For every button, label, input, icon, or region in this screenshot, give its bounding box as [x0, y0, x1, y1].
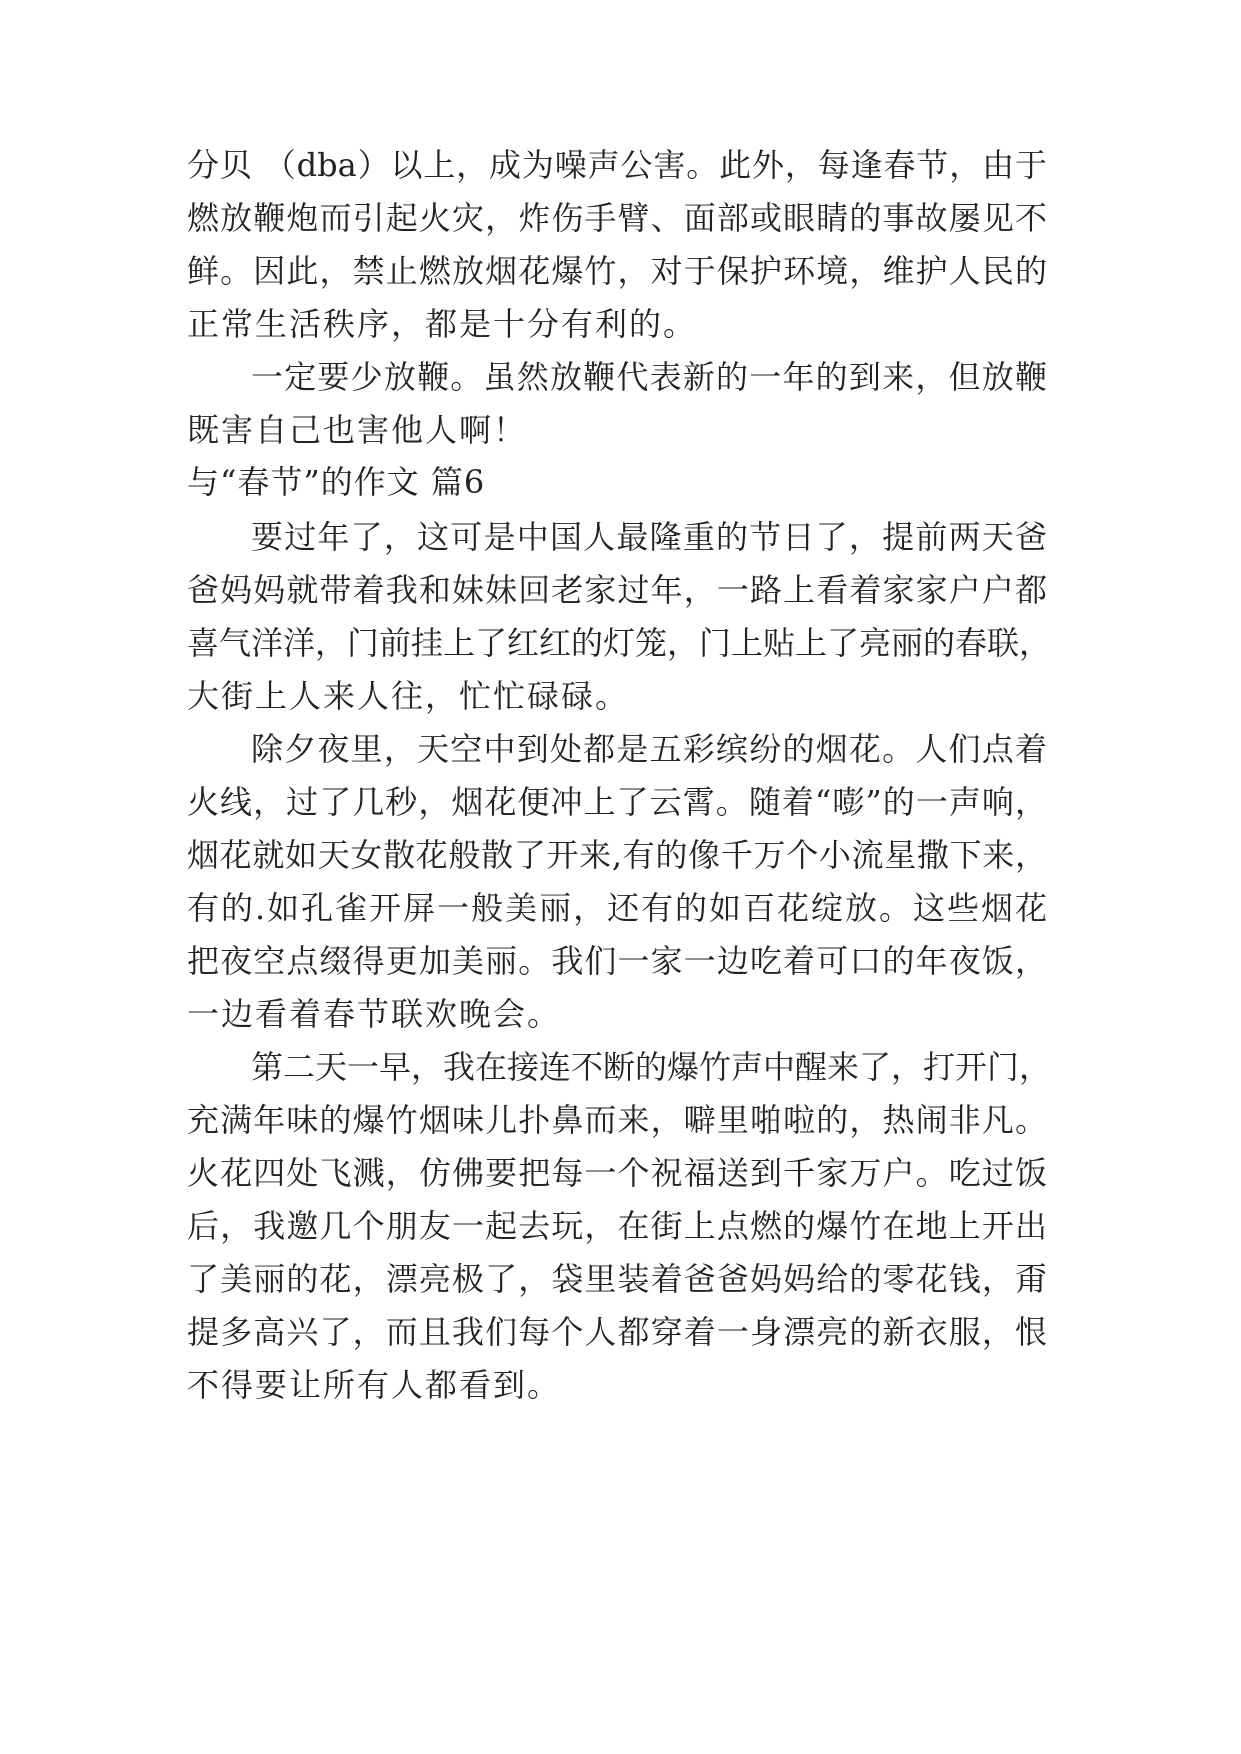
- text-line: 烟花就如天女散花般散了开来,有的像千万个小流星撒下来，: [187, 836, 1047, 874]
- text-line: 分贝 （dba）以上，成为噪声公害。此外，每逢春节，由于: [187, 146, 1047, 184]
- text-line: 提多高兴了，而且我们每个人都穿着一身漂亮的新衣服，恨: [187, 1313, 1047, 1351]
- text-line: 既害自己也害他人啊！: [187, 411, 528, 449]
- text-line: 爸妈妈就带着我和妹妹回老家过年，一路上看着家家户户都: [187, 571, 1047, 609]
- text-line: 鲜。因此，禁止燃放烟花爆竹，对于保护环境，维护人民的: [187, 252, 1047, 290]
- text-line: 喜气洋洋，门前挂上了红红的灯笼，门上贴上了亮丽的春联，: [187, 624, 1052, 662]
- text-line: 不得要让所有人都看到。: [187, 1366, 562, 1404]
- text-line: 把夜空点缀得更加美丽。我们一家一边吃着可口的年夜饭，: [187, 942, 1047, 980]
- text-line: 一边看着春节联欢晚会。: [187, 995, 562, 1033]
- text-line: 正常生活秩序，都是十分有利的。: [187, 305, 698, 343]
- paragraph-first-line: 除夕夜里，天空中到处都是五彩缤纷的烟花。人们点着: [251, 730, 1047, 768]
- text-line: 燃放鞭炮而引起火灾，炸伤手臂、面部或眼睛的事故屡见不: [187, 199, 1047, 237]
- text-line: 大街上人来人往，忙忙碌碌。: [187, 677, 630, 715]
- text-line: 火花四处飞溅，仿佛要把每一个祝福送到千家万户。吃过饭: [187, 1154, 1047, 1192]
- text-line: 火线，过了几秒，烟花便冲上了云霄。随着“嘭”的一声响，: [187, 783, 1047, 821]
- text-line: 后，我邀几个朋友一起去玩，在街上点燃的爆竹在地上开出: [187, 1207, 1047, 1245]
- section-heading: 与“春节”的作文 篇6: [187, 463, 486, 501]
- paragraph-first-line: 第二天一早，我在接连不断的爆竹声中醒来了，打开门，: [251, 1048, 1052, 1086]
- text-line: 有的.如孔雀开屏一般美丽，还有的如百花绽放。这些烟花: [187, 889, 1047, 927]
- paragraph-first-line: 一定要少放鞭。虽然放鞭代表新的一年的到来，但放鞭: [251, 358, 1047, 396]
- paragraph-first-line: 要过年了，这可是中国人最隆重的节日了，提前两天爸: [251, 518, 1047, 556]
- text-line: 了美丽的花，漂亮极了，袋里装着爸爸妈妈给的零花钱，甭: [187, 1260, 1047, 1298]
- text-line: 充满年味的爆竹烟味儿扑鼻而来，噼里啪啦的，热闹非凡。: [187, 1101, 1047, 1139]
